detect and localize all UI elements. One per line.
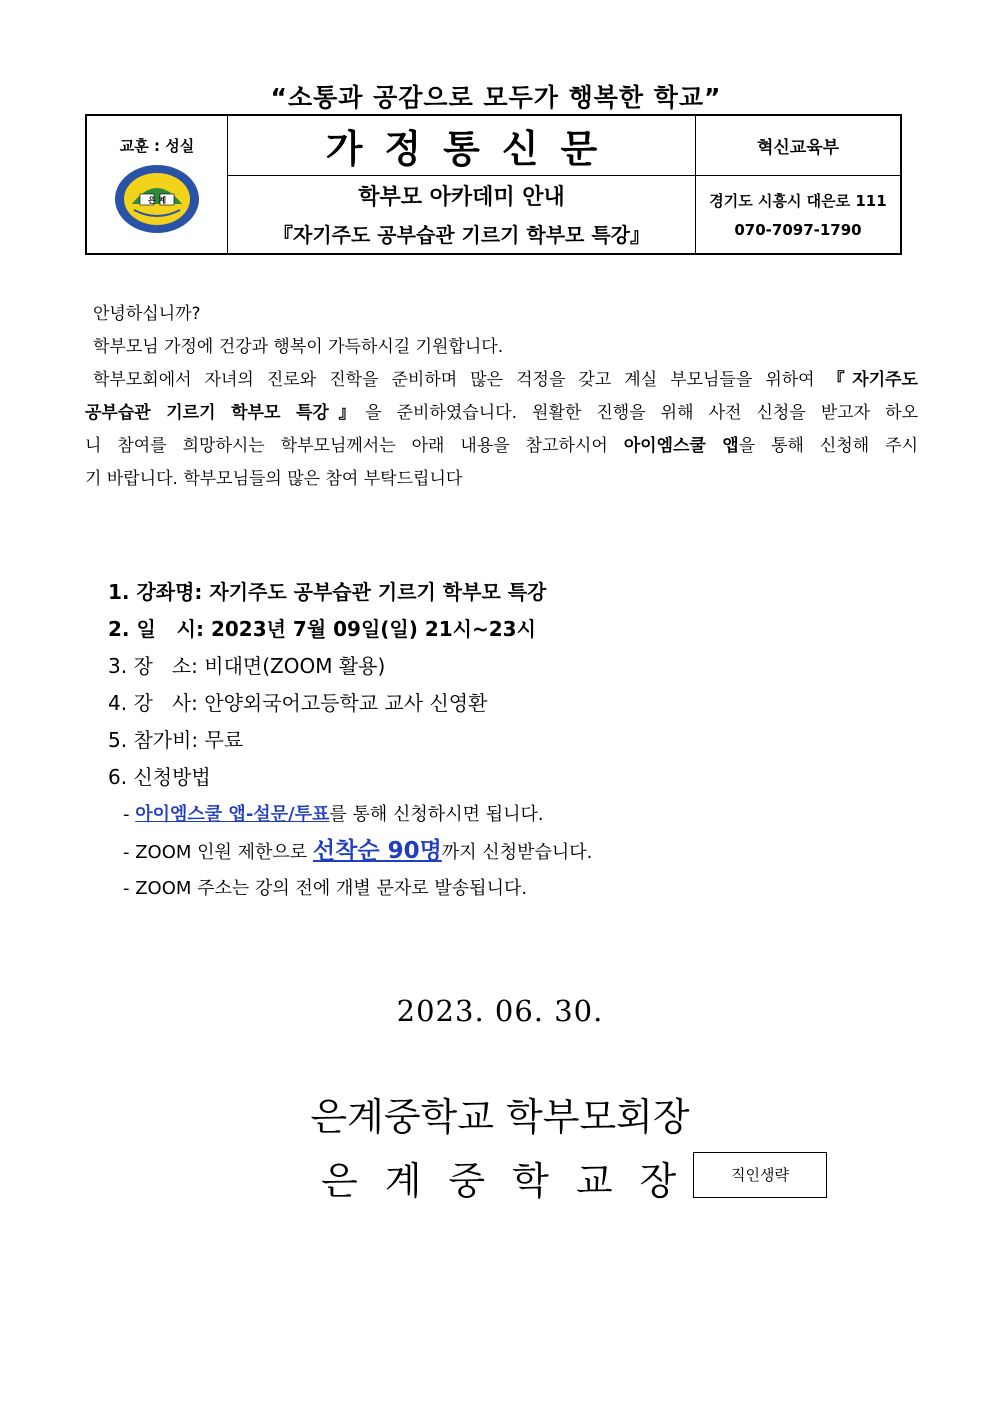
- school-motto-label: 교훈 : 성실: [119, 137, 195, 155]
- apply-step-app: [108, 796, 908, 833]
- logo-text: 은 계: [147, 196, 167, 205]
- subtitle-cell: [228, 175, 696, 254]
- intro-text-c: 니 참여를 희망하시는 학부모님께서는 아래 내용을 참고하시어: [85, 436, 624, 456]
- lecture-title: 『자기주도 공부습관 기르기 학부모 특강』: [273, 223, 650, 248]
- apply-step-app-suffix: 를 통해 신청하시면 됩니다.: [329, 804, 544, 825]
- department-cell: [696, 115, 902, 175]
- apply-step-limit: [108, 833, 908, 870]
- header-table: [85, 114, 902, 255]
- school-phone: 070-7097-1790: [734, 220, 862, 239]
- department: 혁신교육부: [756, 137, 840, 158]
- intro-paragraph-line2: [85, 397, 918, 430]
- apply-limit-prefix: - ZOOM 인원 제한으로: [123, 842, 313, 863]
- signer-parents-association: 은계중학교 학부모회장: [310, 1095, 690, 1139]
- school-slogan: “소통과 공감으로 모두가 행복한 학교”: [270, 83, 722, 112]
- school-logo: [114, 164, 200, 234]
- intro-bold-app: 아이엠스쿨 앱: [623, 436, 739, 456]
- greeting: 안녕하십니까?: [93, 304, 201, 324]
- intro-bold-b: 공부습관 기르기 학부모 특강』: [85, 403, 366, 423]
- issue-date: 2023. 06. 30.: [396, 994, 604, 1028]
- intro-paragraph-line3: [85, 430, 918, 463]
- document-title: 가정통신문: [325, 126, 620, 171]
- detail-apply-method: 6. 신청방법: [108, 765, 211, 789]
- apply-limit-suffix: 까지 신청받습니다.: [441, 842, 593, 863]
- details-list: [108, 574, 908, 907]
- apply-step-zoom: - ZOOM 주소는 강의 전에 개별 문자로 발송됩니다.: [123, 878, 528, 899]
- seal-omitted-box: 직인생략: [693, 1152, 827, 1198]
- signer-principal: 은계중학교장: [321, 1159, 704, 1203]
- first-come-highlight: 선착순 90명: [312, 838, 442, 864]
- title-cell: [228, 115, 696, 175]
- intro-text: [85, 298, 918, 496]
- detail-lecturer: 4. 강 사: 안양외국어고등학교 교사 신영환: [108, 691, 488, 715]
- contact-cell: [696, 175, 902, 254]
- detail-fee: 5. 참가비: 무료: [108, 728, 244, 752]
- detail-course-name: 1. 강좌명: 자기주도 공부습관 기르기 학부모 특강: [108, 580, 547, 604]
- intro-text-b: 을 준비하였습니다. 원활한 진행을 위해 사전 신청을 받고자 하오: [365, 403, 918, 423]
- intro-paragraph-line4: 기 바랍니다. 학부모님들의 많은 참여 부탁드립니다: [85, 469, 463, 489]
- detail-location: 3. 장 소: 비대면(ZOOM 활용): [108, 654, 386, 678]
- intro-bold-a: 『자기주도: [827, 370, 918, 390]
- school-address: 경기도 시흥시 대은로 111: [709, 191, 887, 210]
- wish-line: 학부모님 가정에 건강과 행복이 가득하시길 기원합니다.: [93, 337, 504, 357]
- detail-date-time: 2. 일 시: 2023년 7월 09일(일) 21시~23시: [108, 617, 536, 641]
- intro-text-a: 학부모회에서 자녀의 진로와 진학을 준비하며 많은 걱정을 갖고 계실 부모님들을 위하여: [93, 370, 828, 390]
- logo-cell: [86, 115, 228, 254]
- apply-step-prefix: -: [123, 804, 136, 825]
- intro-text-d: 을 통해 신청해 주시: [738, 436, 918, 456]
- subtitle: 학부모 아카데미 안내: [358, 185, 565, 211]
- intro-paragraph-line1: [85, 364, 918, 397]
- app-survey-link[interactable]: 아이엠스쿨 앱-설문/투표: [135, 804, 330, 825]
